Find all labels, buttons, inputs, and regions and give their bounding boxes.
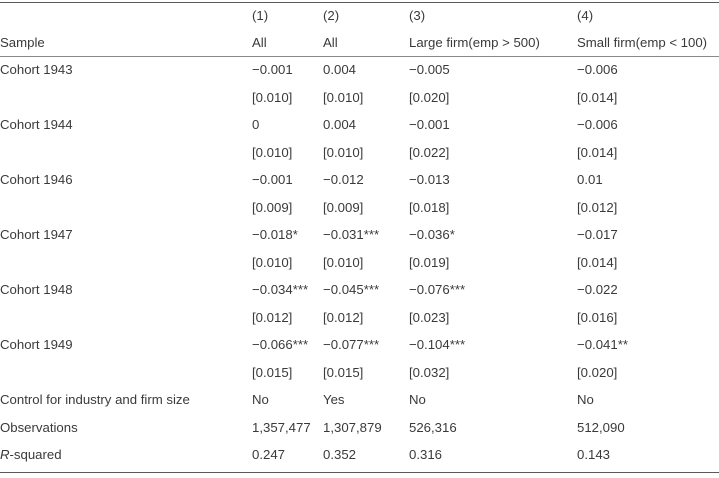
standard-error-cell: [0.012] — [577, 199, 618, 215]
coefficient-cell: 0.004 — [323, 62, 357, 78]
standard-error-cell: [0.014] — [577, 89, 618, 105]
row-label: Cohort 1947 — [0, 227, 73, 243]
coefficient-cell: −0.077*** — [323, 337, 380, 353]
control-cell: No — [252, 392, 269, 408]
sample-name: Small firm(emp < 100) — [577, 35, 708, 50]
coefficient-cell: −0.041** — [577, 337, 628, 353]
observations-cell: 1,357,477 — [252, 419, 311, 435]
controls-row — [0, 386, 719, 414]
table-bottom-rule — [0, 472, 719, 473]
row-label — [0, 249, 252, 277]
coefficient-cell: −0.066*** — [252, 337, 309, 353]
standard-error-row — [0, 359, 719, 387]
coefficient-cell: −0.001 — [409, 117, 450, 133]
header-empty-cell — [0, 0, 252, 29]
standard-error-row — [0, 194, 719, 222]
coefficient-row — [0, 221, 719, 249]
control-cell: Yes — [323, 392, 345, 408]
standard-error-cell: [0.010] — [252, 89, 293, 105]
coefficient-cell: −0.018* — [252, 227, 298, 243]
header-row-numbers — [0, 0, 719, 29]
row-label: Cohort 1946 — [0, 172, 73, 188]
row-label: Cohort 1949 — [0, 337, 73, 353]
standard-error-cell: [0.019] — [409, 254, 450, 270]
coefficient-cell: −0.013 — [409, 172, 450, 188]
row-label — [0, 441, 252, 469]
coefficient-cell: −0.001 — [252, 172, 293, 188]
coefficient-row — [0, 166, 719, 194]
sample-label: Sample — [0, 35, 45, 50]
standard-error-row — [0, 139, 719, 167]
coefficient-row — [0, 111, 719, 139]
column-number: (1) — [252, 8, 269, 23]
standard-error-cell: [0.010] — [323, 144, 364, 160]
column-number: (2) — [323, 8, 340, 23]
standard-error-cell: [0.016] — [577, 309, 618, 325]
standard-error-cell: [0.020] — [577, 364, 618, 380]
coefficient-cell: −0.017 — [577, 227, 618, 243]
standard-error-cell: [0.009] — [323, 199, 364, 215]
coefficient-cell: −0.076*** — [409, 282, 466, 298]
rsquared-cell: 0.352 — [323, 447, 357, 463]
rsquared-label-italic: R — [0, 447, 10, 463]
column-number: (3) — [409, 8, 426, 23]
standard-error-row — [0, 84, 719, 112]
standard-error-row — [0, 304, 719, 332]
coefficient-cell: −0.036* — [409, 227, 455, 243]
row-label: Cohort 1944 — [0, 117, 73, 133]
coefficient-cell: 0.01 — [577, 172, 603, 188]
rsquared-cell: 0.143 — [577, 447, 611, 463]
coefficient-row — [0, 331, 719, 359]
row-label — [0, 139, 252, 167]
sample-name: All — [252, 35, 267, 50]
row-label: Cohort 1943 — [0, 62, 73, 78]
observations-cell: 526,316 — [409, 419, 457, 435]
row-label — [0, 359, 252, 387]
standard-error-cell: [0.014] — [577, 254, 618, 270]
standard-error-row — [0, 249, 719, 277]
standard-error-cell: [0.010] — [252, 144, 293, 160]
observations-row — [0, 414, 719, 442]
coefficient-cell: −0.034*** — [252, 282, 309, 298]
row-label: Cohort 1948 — [0, 282, 73, 298]
observations-cell: 1,307,879 — [323, 419, 382, 435]
sample-name: All — [323, 35, 338, 50]
standard-error-cell: [0.018] — [409, 199, 450, 215]
standard-error-cell: [0.015] — [323, 364, 364, 380]
column-number: (4) — [577, 8, 594, 23]
observations-cell: 512,090 — [577, 419, 625, 435]
row-label — [0, 194, 252, 222]
coefficient-row — [0, 56, 719, 84]
coefficient-cell: −0.006 — [577, 62, 618, 78]
coefficient-cell: −0.001 — [252, 62, 293, 78]
control-cell: No — [577, 392, 594, 408]
row-label: Control for industry and firm size — [0, 392, 190, 408]
rsquared-cell: 0.247 — [252, 447, 286, 463]
coefficient-cell: −0.022 — [577, 282, 618, 298]
standard-error-cell: [0.015] — [252, 364, 293, 380]
coefficient-cell: −0.012 — [323, 172, 364, 188]
standard-error-cell: [0.032] — [409, 364, 450, 380]
standard-error-cell: [0.020] — [409, 89, 450, 105]
rsquared-cell: 0.316 — [409, 447, 443, 463]
standard-error-cell: [0.010] — [252, 254, 293, 270]
sample-name: Large firm(emp > 500) — [409, 35, 540, 50]
standard-error-cell: [0.010] — [323, 89, 364, 105]
standard-error-cell: [0.022] — [409, 144, 450, 160]
coefficient-row — [0, 276, 719, 304]
rsquared-label-rest: -squared — [9, 447, 62, 463]
row-label — [0, 304, 252, 332]
standard-error-cell: [0.012] — [323, 309, 364, 325]
standard-error-cell: [0.009] — [252, 199, 293, 215]
standard-error-cell: [0.023] — [409, 309, 450, 325]
row-label: Observations — [0, 419, 78, 435]
coefficient-cell: −0.005 — [409, 62, 450, 78]
header-row-sample — [0, 29, 719, 56]
coefficient-cell: −0.104*** — [409, 337, 466, 353]
coefficient-cell: −0.031*** — [323, 227, 380, 243]
standard-error-cell: [0.010] — [323, 254, 364, 270]
control-cell: No — [409, 392, 426, 408]
standard-error-cell: [0.014] — [577, 144, 618, 160]
standard-error-cell: [0.012] — [252, 309, 293, 325]
row-label — [0, 84, 252, 112]
coefficient-cell: −0.045*** — [323, 282, 380, 298]
coefficient-cell: −0.006 — [577, 117, 618, 133]
coefficient-cell: 0 — [252, 117, 260, 133]
coefficient-cell: 0.004 — [323, 117, 357, 133]
rsquared-row — [0, 441, 719, 469]
